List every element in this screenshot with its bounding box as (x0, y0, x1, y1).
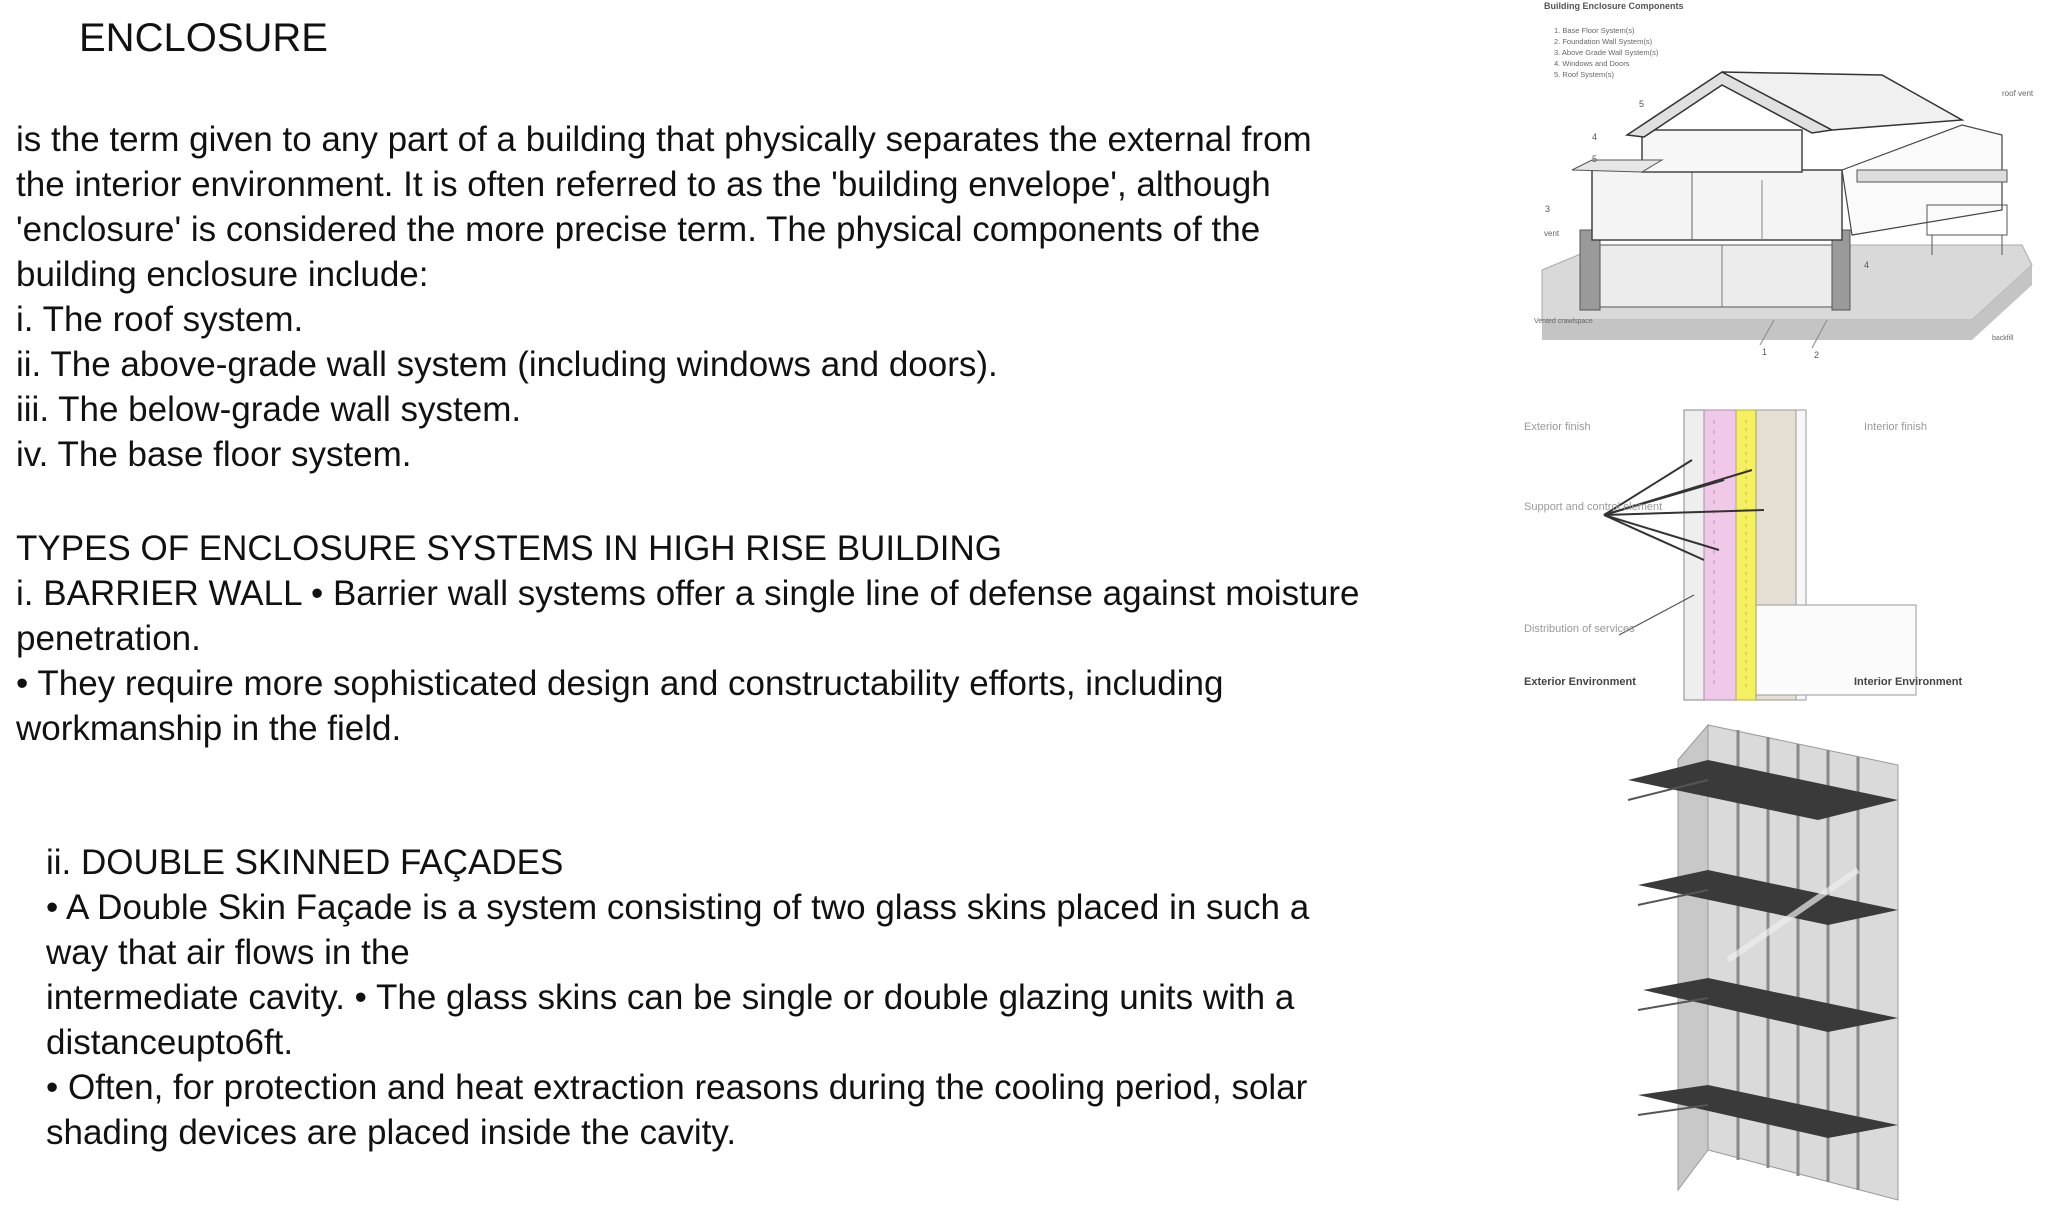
house-diagram-heading: Building Enclosure Components (1544, 1, 1684, 11)
house-list-item: 5. Roof System(s) (1554, 70, 1615, 79)
double-skin-section (46, 840, 1309, 1155)
callout-number: 5 (1592, 154, 1598, 164)
callout-number: 1 (1762, 347, 1768, 357)
component-item-above-grade-wall: ii. The above-grade wall system (including windows and doors). (16, 345, 998, 384)
callout-number: 4 (1864, 260, 1870, 270)
component-item-base-floor: iv. The base floor system. (16, 435, 412, 474)
house-drawing (1542, 72, 2032, 348)
types-section (16, 526, 1359, 751)
callout-number: 3 (1545, 204, 1551, 214)
house-list-item: 4. Windows and Doors (1554, 59, 1630, 68)
label-vent: vent (1544, 229, 1560, 238)
label-distribution-services: Distribution of services (1524, 623, 1635, 635)
callout-number: 5 (1639, 99, 1645, 109)
barrier-wall-line: penetration. (16, 619, 201, 658)
intro-line: is the term given to any part of a building that physically separates the external from (16, 120, 1312, 159)
intro-paragraph (16, 117, 1312, 477)
label-exterior-finish: Exterior finish (1524, 421, 1591, 433)
facade-drawing (1628, 725, 1898, 1200)
page-title: ENCLOSURE (79, 16, 328, 60)
label-backfill: backfill (1992, 335, 2014, 342)
double-skin-line: distanceupto6ft. (46, 1023, 294, 1062)
component-item-roof: i. The roof system. (16, 300, 304, 339)
label-exterior-environment: Exterior Environment (1524, 676, 1636, 688)
barrier-wall-line: i. BARRIER WALL • Barrier wall systems offer a single line of defense against moisture (16, 574, 1360, 613)
callout-number: 2 (1814, 350, 1820, 360)
types-heading: TYPES OF ENCLOSURE SYSTEMS IN HIGH RISE BUILDING (16, 529, 1003, 568)
barrier-wall-line: workmanship in the field. (16, 709, 402, 748)
barrier-wall-line: • They require more sophisticated design and constructability efforts, including (16, 664, 1224, 703)
double-skin-line: intermediate cavity. • The glass skins can be single or double glazing units with a (46, 978, 1295, 1017)
wall-layers (1604, 410, 1916, 700)
label-interior-environment: Interior Environment (1854, 676, 1963, 688)
double-skin-line: shading devices are placed inside the cavity. (46, 1113, 737, 1152)
wall-section-diagram (1524, 400, 1963, 705)
house-list-item: 2. Foundation Wall System(s) (1554, 37, 1653, 46)
house-enclosure-diagram (1532, 0, 2032, 370)
component-item-below-grade-wall: iii. The below-grade wall system. (16, 390, 522, 429)
double-skin-heading: ii. DOUBLE SKINNED FAÇADES (46, 843, 564, 882)
double-skin-facade-diagram (1598, 720, 1938, 1210)
label-roof-vent: roof vent (2002, 89, 2034, 98)
callout-number: 4 (1592, 132, 1598, 142)
double-skin-line: way that air flows in the (46, 933, 410, 972)
intro-line: 'enclosure' is considered the more precise term. The physical components of the (16, 210, 1261, 249)
intro-line: building enclosure include: (16, 255, 429, 294)
house-list-item: 1. Base Floor System(s) (1554, 26, 1635, 35)
double-skin-line: • Often, for protection and heat extraction reasons during the cooling period, solar (46, 1068, 1308, 1107)
intro-line: the interior environment. It is often referred to as the 'building envelope', although (16, 165, 1271, 204)
double-skin-line: • A Double Skin Façade is a system consisting of two glass skins placed in such a (46, 888, 1310, 927)
label-crawlspace: Vented crawlspace (1534, 318, 1593, 325)
label-support-control: Support and control element (1524, 501, 1663, 513)
label-interior-finish: Interior finish (1864, 421, 1927, 433)
house-list-item: 3. Above Grade Wall System(s) (1554, 48, 1659, 57)
